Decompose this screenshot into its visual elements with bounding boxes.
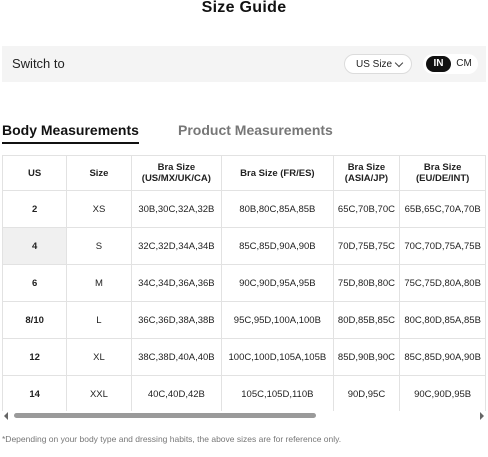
table-cell: 80C,80D,85A,85B [400,302,486,339]
reference-footnote: *Depending on your body type and dressing habits, the above sizes are for reference only. [2,434,342,444]
table-row [3,339,486,376]
us-size-cell: 14 [3,376,67,412]
us-size-cell: 6 [3,265,67,302]
column-header-text: Bra Size [157,162,196,173]
us-size-cell: 8/10 [3,302,67,339]
table-cell: 30B,30C,32A,32B [131,191,222,228]
column-header-text: Bra Size (FR/ES) [240,167,315,179]
column-header [67,156,131,191]
table-cell: 90C,90D,95B [400,376,486,412]
us-size-cell: 4 [3,228,67,265]
column-header [400,156,486,191]
region-size-value: US Size [356,59,393,70]
table-cell: 38C,38D,40A,40B [131,339,222,376]
table-cell: 95C,95D,100A,100B [222,302,334,339]
column-header-text: Size [89,167,109,179]
table-cell: 105C,105D,110B [222,376,334,412]
table-cell: 90C,90D,95A,95B [222,265,334,302]
switch-label: Switch to [12,56,65,71]
us-size-cell: 2 [3,191,67,228]
table-cell: M [67,265,131,302]
scrollbar-thumb[interactable] [14,413,316,418]
table-cell: XXL [67,376,131,412]
column-header-text: (ASIA/JP) [344,173,389,184]
table-cell: 85D,90B,90C [333,339,400,376]
unit-toggle [423,54,478,74]
us-size-cell: 12 [3,339,67,376]
tab-body-measurements[interactable]: Body Measurements [2,122,139,138]
table-row [3,265,486,302]
column-header-text: US [28,167,42,179]
table-cell: 75D,80B,80C [333,265,400,302]
table-cell: 36C,36D,38A,38B [131,302,222,339]
table-cell: L [67,302,131,339]
table-row [3,376,486,412]
table-header-row [3,156,486,191]
column-header [131,156,222,191]
measurement-tabs [2,120,486,146]
table-cell: 65C,70B,70C [333,191,400,228]
column-header [333,156,400,191]
table-cell: XL [67,339,131,376]
unit-cm-button[interactable]: CM [456,58,472,69]
tab-product-measurements[interactable]: Product Measurements [178,122,333,138]
scroll-left-arrow-icon[interactable] [4,412,8,420]
table-cell: 85C,85D,90A,90B [400,339,486,376]
column-header [222,156,334,191]
table-cell: 85C,85D,90A,90B [222,228,334,265]
region-size-select[interactable] [344,54,412,74]
size-switch-bar [2,46,486,82]
column-header-text: Bra Size [347,162,386,173]
table-cell: 80B,80C,85A,85B [222,191,334,228]
table-cell: 100C,100D,105A,105B [222,339,334,376]
chevron-down-icon [395,59,403,67]
page-title: Size Guide [201,0,287,16]
table-cell: 90D,95C [333,376,400,412]
table-cell: 80D,85B,85C [333,302,400,339]
table-cell: XS [67,191,131,228]
table-cell: 65B,65C,70A,70B [400,191,486,228]
unit-in-button[interactable]: IN [426,56,451,72]
column-header-text: Bra Size [423,162,462,173]
scroll-right-arrow-icon[interactable] [480,412,484,420]
size-table-scroll[interactable] [2,155,486,411]
table-row [3,228,486,265]
size-table [2,155,486,411]
column-header-text: (US/MX/UK/CA) [141,173,211,184]
table-cell: 34C,34D,36A,36B [131,265,222,302]
horizontal-scrollbar[interactable] [2,411,486,421]
table-cell: 70D,75B,75C [333,228,400,265]
table-cell: 32C,32D,34A,34B [131,228,222,265]
table-row [3,302,486,339]
table-cell: S [67,228,131,265]
column-header [3,156,67,191]
table-cell: 75C,75D,80A,80B [400,265,486,302]
table-cell: 40C,40D,42B [131,376,222,412]
table-cell: 70C,70D,75A,75B [400,228,486,265]
column-header-text: (EU/DE/INT) [415,173,470,184]
table-row [3,191,486,228]
